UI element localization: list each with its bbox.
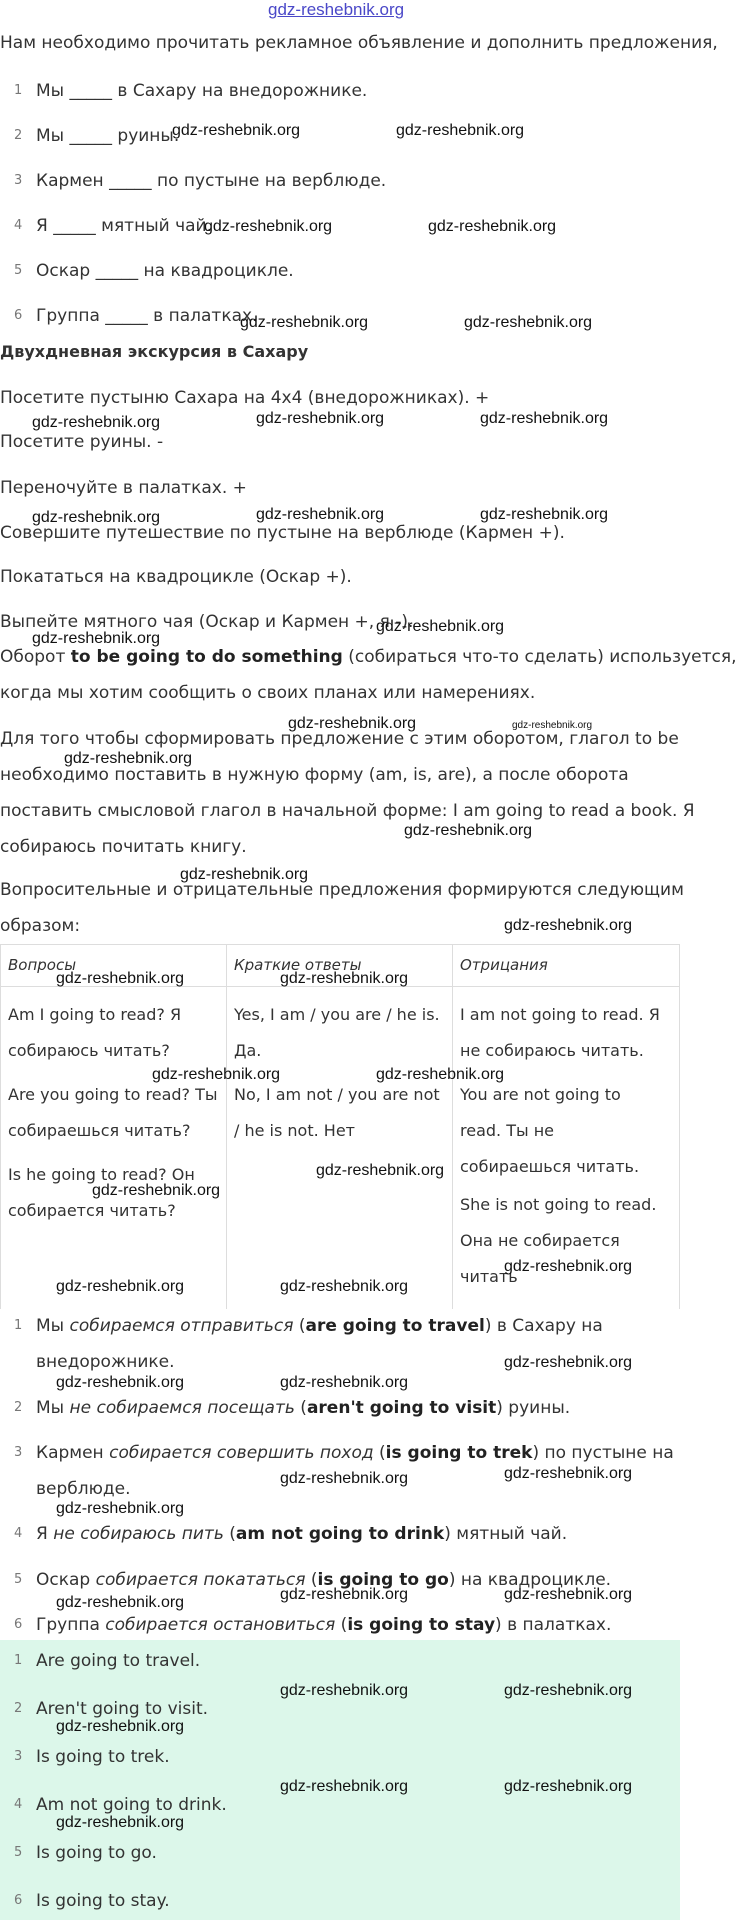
watermark: gdz-reshebnik.org [504, 1465, 633, 1482]
watermark: gdz-reshebnik.org [56, 1594, 185, 1611]
answer-item: Is going to trek. [36, 1747, 170, 1767]
watermark: gdz-reshebnik.org [396, 122, 525, 139]
watermark: gdz-reshebnik.org [288, 715, 417, 732]
watermark: gdz-reshebnik.org [240, 314, 369, 331]
table-border [679, 944, 680, 1309]
watermark: gdz-reshebnik.org [56, 970, 185, 987]
watermark: gdz-reshebnik.org [504, 1586, 633, 1603]
table-border [226, 944, 227, 1309]
theory-line: образом: [0, 916, 81, 936]
table-cell: You are not going to read. Ты не собираешься читать. [460, 1085, 640, 1176]
ad-line: Выпейте мятного чая (Оскар и Кармен +, я -). [0, 612, 414, 632]
translation-item: Кармен собирается совершить поход (is going to trek) по пустыне на [36, 1443, 674, 1463]
watermark: gdz-reshebnik.org [280, 1682, 409, 1699]
watermark: gdz-reshebnik.org [64, 750, 193, 767]
watermark: gdz-reshebnik.org [504, 1778, 633, 1795]
table-header: Краткие ответы [234, 956, 362, 974]
watermark: gdz-reshebnik.org [32, 509, 161, 526]
answer-item: Is going to stay. [36, 1891, 170, 1911]
watermark: gdz-reshebnik.org [56, 1500, 185, 1517]
ad-line: Покататься на квадроцикле (Оскар +). [0, 567, 352, 587]
grammar-table [0, 944, 680, 1309]
watermark: gdz-reshebnik.org [512, 720, 593, 731]
table-header: Отрицания [460, 956, 548, 974]
answer-number: 3 [14, 1749, 23, 1764]
watermark: gdz-reshebnik.org [504, 1682, 633, 1699]
watermark: gdz-reshebnik.org [480, 506, 609, 523]
watermark: gdz-reshebnik.org [480, 410, 609, 427]
intro-text: Нам необходимо прочитать рекламное объявление и дополнить предложения, [0, 33, 718, 53]
table-cell: Am I going to read? Я собираюсь читать? [8, 1005, 182, 1060]
watermark: gdz-reshebnik.org [180, 866, 309, 883]
task-item: Оскар _____ на квадроцикле. [36, 261, 294, 281]
watermark: gdz-reshebnik.org [504, 1354, 633, 1371]
watermark: gdz-reshebnik.org [428, 218, 557, 235]
answer-number: 4 [14, 1797, 23, 1812]
translation-item-line2: верблюде. [36, 1479, 131, 1499]
watermark: gdz-reshebnik.org [280, 1586, 409, 1603]
watermark: gdz-reshebnik.org [32, 630, 161, 647]
watermark: gdz-reshebnik.org [376, 618, 505, 635]
answer-number: 5 [14, 1845, 23, 1860]
watermark: gdz-reshebnik.org [152, 1066, 281, 1083]
table-header: Вопросы [8, 956, 77, 974]
task-number: 6 [14, 308, 23, 323]
task-item: Я _____ мятный чай. [36, 216, 212, 236]
watermark: gdz-reshebnik.org [256, 410, 385, 427]
table-cell: I am not going to read. Я не собираюсь читать. [460, 1005, 660, 1060]
answer-number: 2 [14, 1701, 23, 1716]
watermark: gdz-reshebnik.org [56, 1374, 185, 1391]
watermark: gdz-reshebnik.org [376, 1066, 505, 1083]
table-cell: She is not going to read. Она не собирается читать [460, 1195, 657, 1286]
theory-paragraph: Оборот to be going to do something (собираться что-то сделать) используется, [0, 647, 737, 667]
theory-line: поставить смысловой глагол в начальной форме: I am going to read a book. Я [0, 801, 695, 821]
translation-number: 3 [14, 1445, 23, 1460]
table-border [452, 944, 453, 1309]
task-item: Мы _____ в Сахару на внедорожнике. [36, 81, 368, 101]
answer-item: Am not going to drink. [36, 1795, 227, 1815]
translation-item: Мы не собираемся посещать (aren't going to visit) руины. [36, 1398, 571, 1418]
table-cell: Is he going to read? Он собирается читать? [8, 1165, 195, 1220]
answer-item: Is going to go. [36, 1843, 157, 1863]
watermark: gdz-reshebnik.org [56, 1278, 185, 1295]
table-border [0, 944, 1, 1309]
watermark: gdz-reshebnik.org [504, 917, 633, 934]
watermark: gdz-reshebnik.org [280, 970, 409, 987]
table-border [0, 944, 680, 945]
task-item: Мы _____ руины. [36, 126, 180, 146]
watermark: gdz-reshebnik.org [316, 1162, 445, 1179]
watermark: gdz-reshebnik.org [92, 1182, 221, 1199]
translation-item-line2: внедорожнике. [36, 1352, 175, 1372]
task-number: 2 [14, 128, 23, 143]
ad-line: Переночуйте в палатках. + [0, 478, 247, 498]
watermark: gdz-reshebnik.org [56, 1814, 185, 1831]
watermark: gdz-reshebnik.org [280, 1778, 409, 1795]
translation-item: Я не собираюсь пить (am not going to drink) мятный чай. [36, 1524, 568, 1544]
ad-line: Совершите путешествие по пустыне на верблюде (Кармен +). [0, 523, 565, 543]
answer-number: 6 [14, 1893, 23, 1908]
translation-number: 4 [14, 1526, 23, 1541]
watermark: gdz-reshebnik.org [256, 506, 385, 523]
theory-line: собираюсь почитать книгу. [0, 837, 247, 857]
task-item: Группа _____ в палатках. [36, 306, 258, 326]
ad-title: Двухдневная экскурсия в Сахару [0, 342, 309, 361]
translation-number: 6 [14, 1617, 23, 1632]
watermark: gdz-reshebnik.org [32, 414, 161, 431]
watermark: gdz-reshebnik.org [280, 1374, 409, 1391]
watermark: gdz-reshebnik.org [280, 1470, 409, 1487]
watermark: gdz-reshebnik.org [172, 122, 301, 139]
translation-item: Мы собираемся отправиться (are going to travel) в Сахару на [36, 1316, 603, 1336]
watermark: gdz-reshebnik.org [56, 1718, 185, 1735]
table-cell: No, I am not / you are not / he is not. Нет [234, 1085, 440, 1140]
watermark: gdz-reshebnik.org [504, 1258, 633, 1275]
translation-item: Группа собирается остановиться (is going to stay) в палатках. [36, 1615, 612, 1635]
theory-line: Вопросительные и отрицательные предложения формируются следующим [0, 880, 684, 900]
translation-item: Оскар собирается покататься (is going to go) на квадроцикле. [36, 1570, 612, 1590]
task-number: 5 [14, 263, 23, 278]
translation-number: 5 [14, 1572, 23, 1587]
watermark: gdz-reshebnik.org [204, 218, 333, 235]
theory-line: необходимо поставить в нужную форму (am, is, are), а после оборота [0, 765, 629, 785]
translation-number: 2 [14, 1400, 23, 1415]
table-cell: Yes, I am / you are / he is. Да. [234, 1005, 440, 1060]
task-number: 3 [14, 173, 23, 188]
watermark: gdz-reshebnik.org [464, 314, 593, 331]
answer-item: Are going to travel. [36, 1651, 201, 1671]
task-number: 1 [14, 83, 23, 98]
task-number: 4 [14, 218, 23, 233]
watermark: gdz-reshebnik.org [280, 1278, 409, 1295]
answer-item: Aren't going to visit. [36, 1699, 209, 1719]
site-watermark-link[interactable]: gdz-reshebnik.org [268, 0, 405, 19]
ad-line: Посетите руины. - [0, 432, 164, 452]
answer-number: 1 [14, 1653, 23, 1668]
translation-number: 1 [14, 1318, 23, 1333]
theory-line: когда мы хотим сообщить о своих планах или намерениях. [0, 683, 536, 703]
table-cell: Are you going to read? Ты собираешься читать? [8, 1085, 218, 1140]
task-item: Кармен _____ по пустыне на верблюде. [36, 171, 387, 191]
theory-line: Для того чтобы сформировать предложение с этим оборотом, глагол to be [0, 729, 679, 749]
watermark: gdz-reshebnik.org [404, 822, 533, 839]
ad-line: Посетите пустыню Сахара на 4х4 (внедорожниках). + [0, 388, 490, 408]
